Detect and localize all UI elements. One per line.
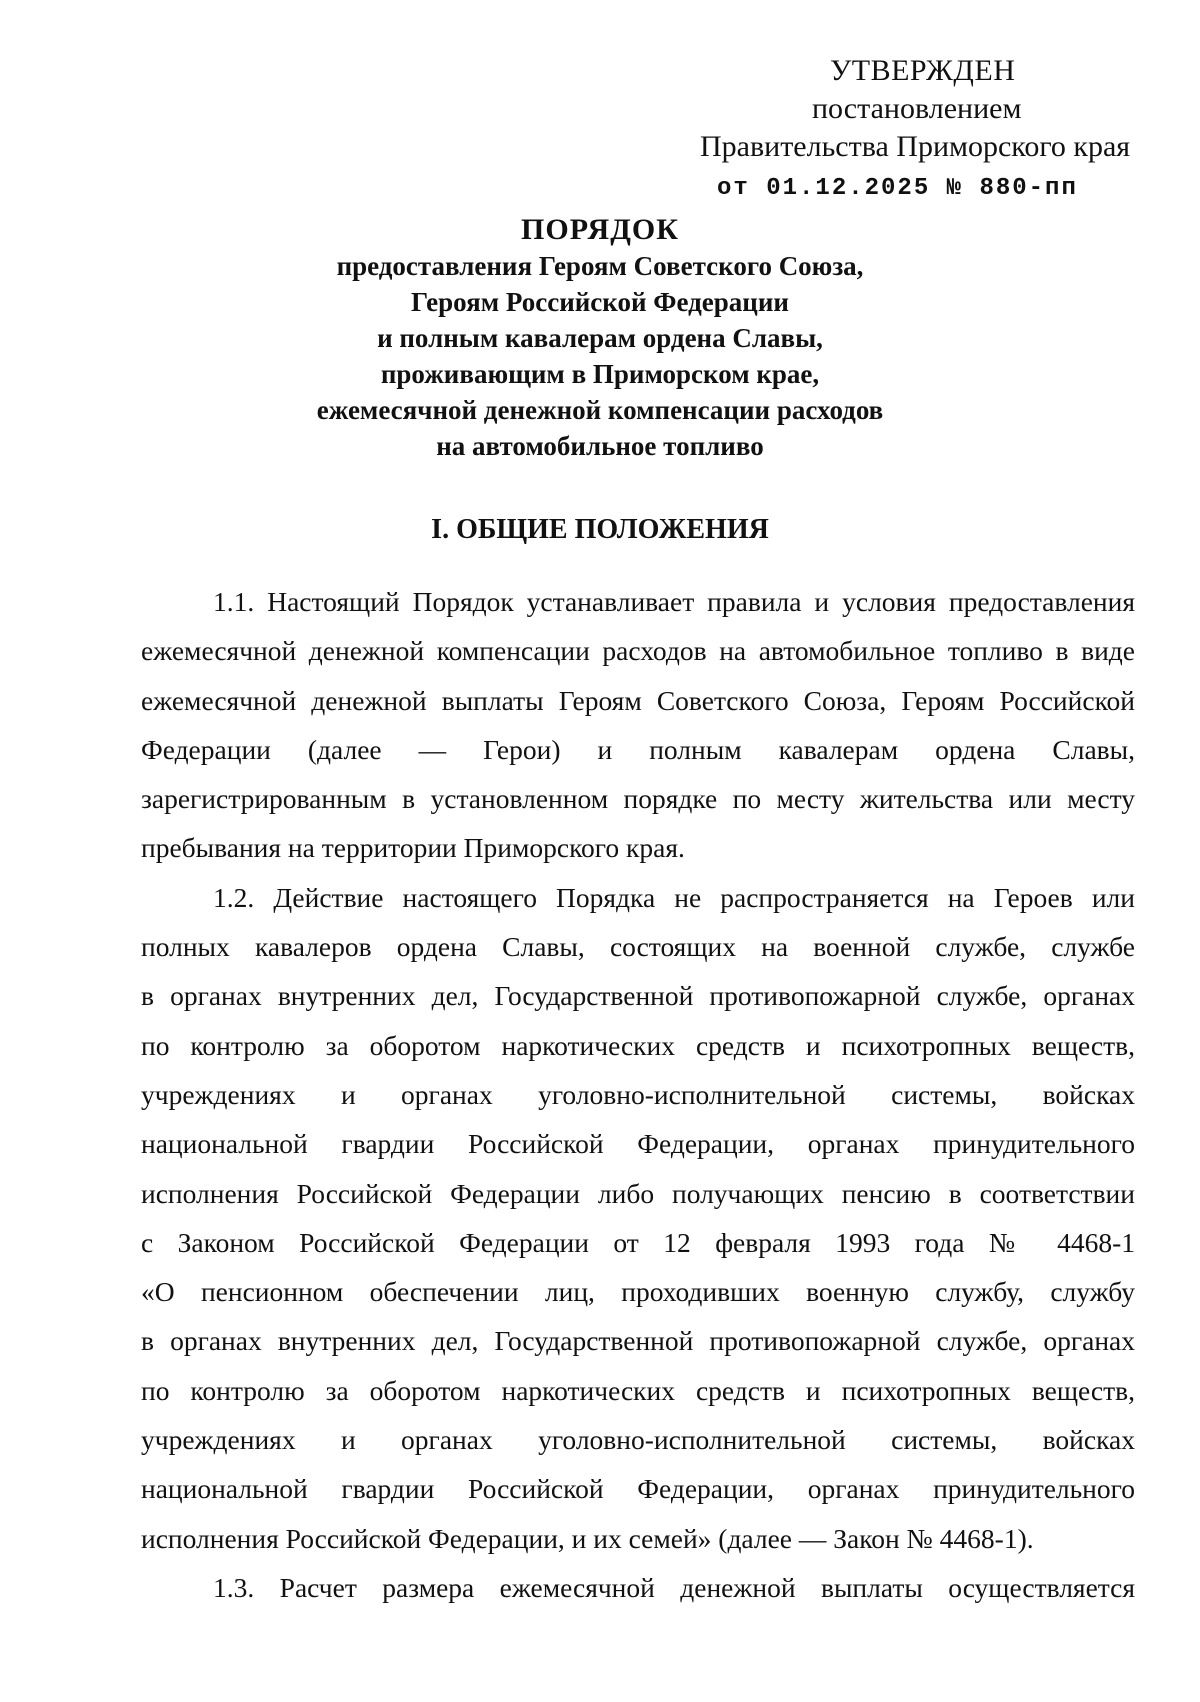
text-line: по контролю за оборотом наркотических средств и психотропных веществ,	[141, 1029, 1135, 1061]
text-line: по контролю за оборотом наркотических средств и психотропных веществ,	[141, 1374, 1135, 1406]
approval-line-decree: постановлением	[812, 92, 1022, 125]
text-line: учреждениях и органах уголовно-исполнительной системы, войсках	[141, 1424, 1135, 1456]
text-line: национальной гвардии Российской Федерации, органах принудительного	[141, 1473, 1135, 1505]
paragraph-1-3	[141, 1563, 1135, 1612]
text-line: в органах внутренних дел, Государственной противопожарной службе, органах	[141, 980, 1135, 1012]
document-subtitle-line: Героям Российской Федерации	[411, 287, 789, 317]
text-line: ежемесячной денежной выплаты Героям Советского Союза, Героям Российской	[141, 684, 1135, 716]
approval-title: УТВЕРЖДЕН	[830, 54, 1016, 87]
text-line: 1.2. Действие настоящего Порядка не распространяется на Героев или	[213, 881, 1135, 913]
text-line: исполнения Российской Федерации, и их семей» (далее — Закон № 4468-1).	[141, 1522, 1034, 1554]
text-line: ежемесячной денежной компенсации расходов на автомобильное топливо в виде	[141, 635, 1135, 667]
text-line: пребывания на территории Приморского края.	[141, 832, 685, 864]
document-subtitle-line: на автомобильное топливо	[436, 431, 764, 461]
document-subtitle-line: ежемесячной денежной компенсации расходов	[316, 395, 884, 425]
section-heading: I. ОБЩИЕ ПОЛОЖЕНИЯ	[431, 514, 769, 545]
approval-block	[700, 52, 1140, 208]
text-line: «О пенсионном обеспечении лиц, проходивших военную службу, службу	[141, 1276, 1135, 1308]
text-line: 1.1. Настоящий Порядок устанавливает правила и условия предоставления	[213, 586, 1135, 617]
text-line: национальной гвардии Российской Федерации, органах принудительного	[141, 1128, 1135, 1160]
text-line: с Законом Российской Федерации от 12 февраля 1993 года № 4468-1	[141, 1226, 1135, 1258]
document-subtitle-line: проживающим в Приморском крае,	[380, 359, 820, 389]
text-line: учреждениях и органах уголовно-исполнительной системы, войсках	[141, 1078, 1135, 1110]
document-subtitle-line: предоставления Героям Советского Союза,	[336, 251, 864, 281]
document-title-block	[140, 212, 1060, 464]
text-line: Федерации (далее — Герои) и полным кавалерам ордена Славы,	[141, 733, 1135, 765]
document-title: ПОРЯДОК	[521, 213, 679, 246]
text-line: исполнения Российской Федерации либо получающих пенсию в соответствии	[141, 1177, 1135, 1209]
text-line: полных кавалеров ордена Славы, состоящих на военной службе, службе	[141, 931, 1135, 963]
paragraph-1-1	[141, 577, 1135, 873]
document-subtitle-line: и полным кавалерам ордена Славы,	[377, 323, 823, 353]
approval-date-number: от 01.12.2025 № 880-пп	[717, 175, 1078, 202]
document-body	[141, 577, 1135, 1612]
text-line: зарегистрированным в установленном порядке по месту жительства или месту	[141, 783, 1135, 815]
text-line: 1.3. Расчет размера ежемесячной денежной выплаты осуществляется	[213, 1571, 1135, 1603]
text-line: в органах внутренних дел, Государственной противопожарной службе, органах	[141, 1325, 1135, 1357]
approval-line-government: Правительства Приморского края	[700, 130, 1131, 163]
paragraph-1-2	[141, 873, 1135, 1563]
